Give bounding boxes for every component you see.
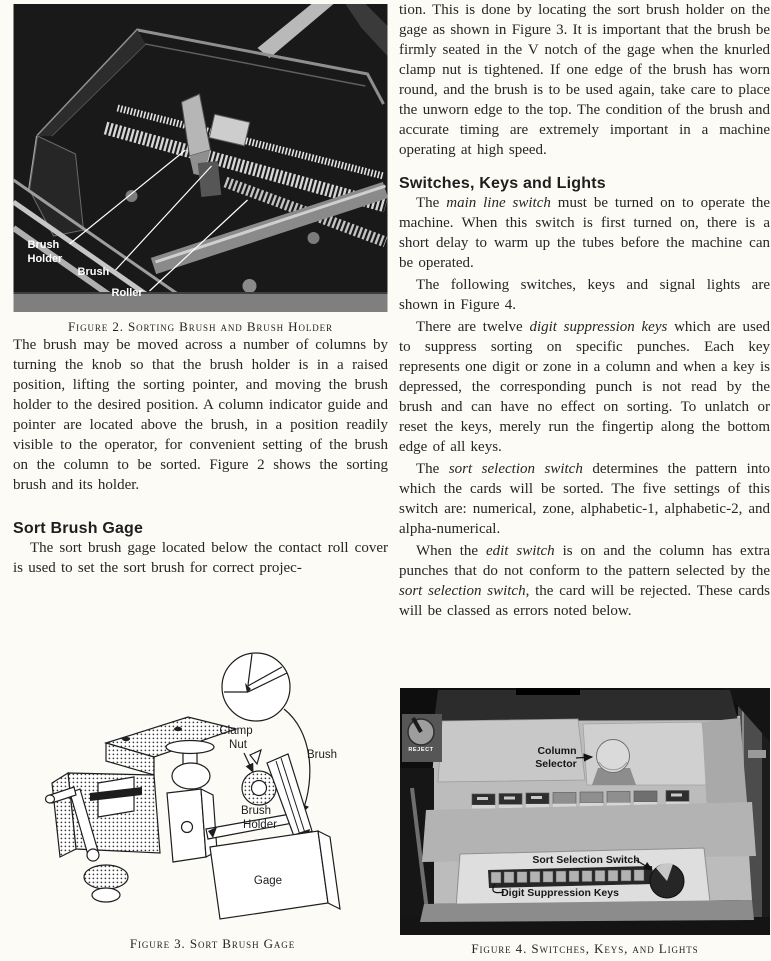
v-notch-detail-circle — [222, 653, 290, 721]
column-selector-knob — [597, 740, 630, 773]
brush-holder-label-line1: Brush — [240, 805, 272, 817]
right-column — [399, 0, 770, 621]
figure3-drawing — [40, 645, 385, 952]
brush-label: Brush — [306, 749, 338, 761]
reject-label: REJECT — [408, 747, 434, 753]
figure4-caption: Figure 4. Switches, Keys, and Lights — [471, 941, 699, 956]
brush-holder-label-line1: Brush — [27, 239, 60, 251]
right-paragraph-digit-suppression: There are twelve digit suppression keys which are used to suppress sorting on specific punches. Each key represents one digit or zone in a column and when a key is depressed, the corresponding punch is not read by the brush and can have no effect on sorting. To unlatch or reset the keys, merely run the fingertip along the bottom edge of all keys. — [399, 319, 770, 455]
brush-holder-label-line2: Holder — [27, 253, 63, 265]
clamp-nut-label-line1: Clamp — [219, 725, 253, 737]
figure2-caption: Figure 2. Sorting Brush and Brush Holder — [68, 319, 333, 334]
right-paragraph-edit-switch: When the edit switch is on and the column has extra punches that do not conform to the pattern selected by the sort selection switch, the card will be rejected. These cards will be classed as errors noted below. — [399, 543, 770, 619]
sort-selection-switch-label: Sort Selection Switch — [532, 854, 640, 866]
figure2-photo — [13, 4, 388, 312]
column-selector-label-line1: Column — [537, 745, 577, 757]
right-paragraph-sort-selection: The sort selection switch determines the pattern into which the cards will be sorted. The five settings of this switch are: numerical, zone, alphabetic-1, alphabetic-2, and alpha-numerical. — [399, 461, 770, 537]
left-paragraph-brush-movement: The brush may be moved across a number of columns by turning the knob so that the brush holder is in a raised position, lifting the sorting pointer, and moving the brush holder to the desired position. A column indicator guide and pointer are located above the brush, in a position readily visible to the operator, for convenient setting of the brush on the column to be sorted. Figure 2 shows the sorting brush and its holder. — [13, 337, 388, 493]
left-column — [13, 0, 388, 578]
clamp-nut-label-line2: Nut — [229, 739, 247, 751]
sorting-brush-photo — [13, 4, 388, 312]
column-selector-label-line2: Selector — [535, 758, 577, 770]
switches-keys-lights-photo — [400, 688, 770, 935]
right-paragraph-main-line-switch: The main line switch must be turned on to operate the machine. When this switch is first turned on, there is a short delay to warm up the tubes before the machine can be operated. — [399, 195, 770, 271]
figure3-caption: Figure 3. Sort Brush Gage — [129, 936, 296, 951]
right-paragraph-figure4-ref: The following switches, keys and signal lights are shown in Figure 4. — [399, 277, 770, 313]
section-heading-switches-keys-lights: Switches, Keys and Lights — [399, 175, 606, 192]
gage-label: Gage — [253, 875, 283, 887]
right-paragraph-brush-seating: tion. This is done by locating the sort brush holder on the gage as shown in Figure 3. It is important that the brush be firmly seated in the V notch of the gage when the knurled clamp nut is tightened. If one edge of the brush has worn round, and the brush is to be used again, take care to place the unworn edge to the top. The condition of the brush and accurate timing are extremely important in a machine operating at high speed. — [399, 2, 770, 158]
figure4-photo — [400, 688, 770, 957]
roller-label: Roller — [111, 287, 143, 299]
positioning-knob — [166, 741, 214, 790]
sort-brush-gage-drawing — [40, 645, 385, 933]
brush-holder-label-line2: Holder — [243, 819, 277, 831]
section-heading-sort-brush-gage: Sort Brush Gage — [13, 520, 144, 537]
digit-suppression-keys-label: Digit Suppression Keys — [501, 887, 619, 899]
left-paragraph-gage-intro: The sort brush gage located below the contact roll cover is used to set the sort brush for correct projec- — [13, 540, 388, 576]
brush-label: Brush — [77, 266, 110, 278]
